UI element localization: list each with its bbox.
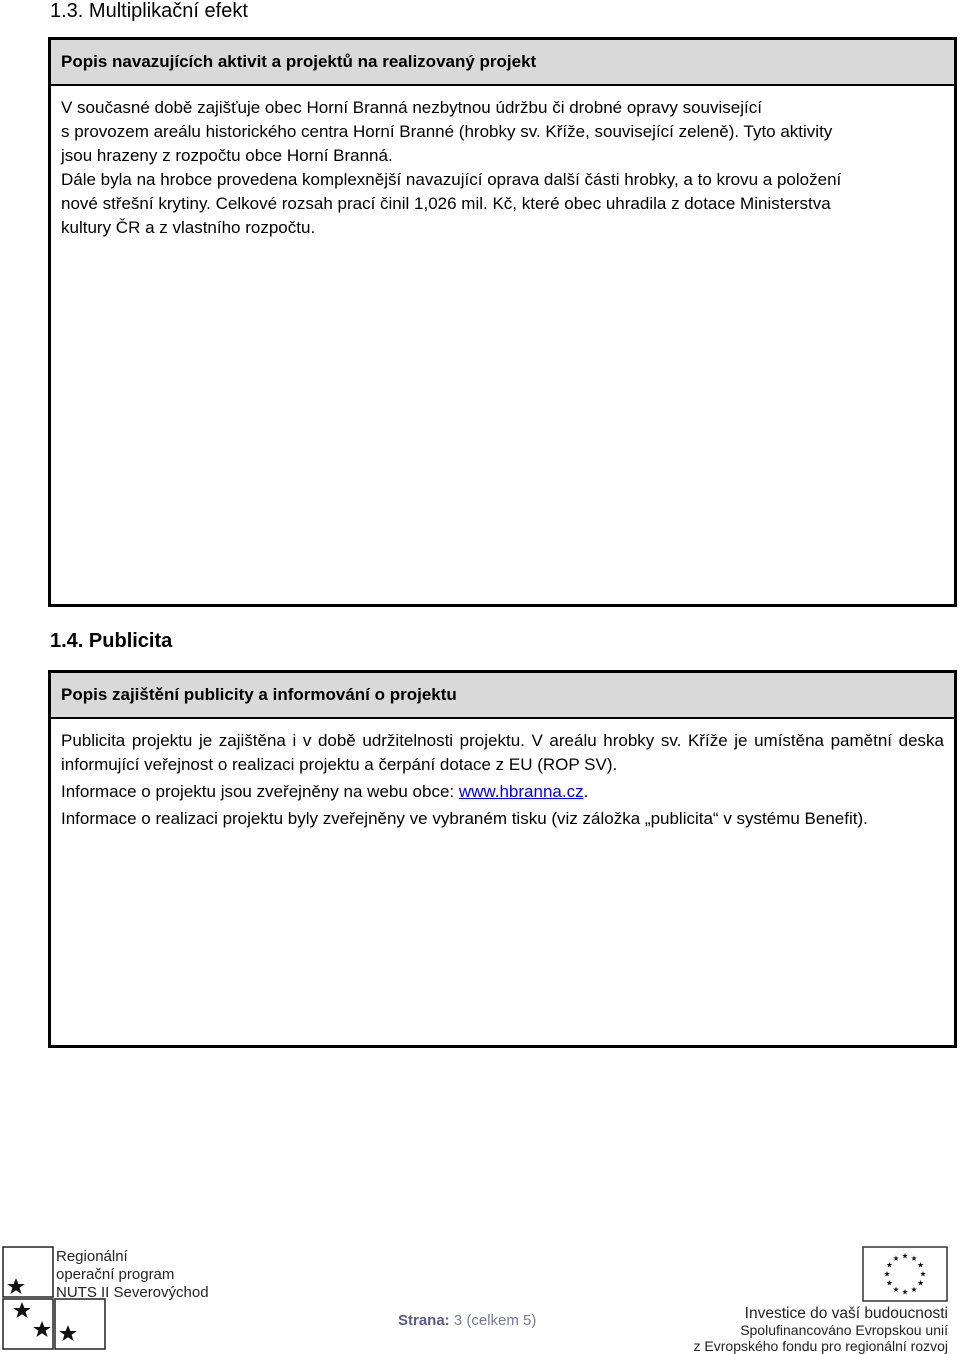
text-line: jsou hrazeny z rozpočtu obce Horní Branná. xyxy=(61,146,393,165)
section-heading-multiplikacni-efekt: 1.3. Multiplikační efekt xyxy=(50,0,248,22)
page-number xyxy=(398,1312,536,1329)
rop-line: operační program xyxy=(56,1266,175,1283)
rop-line: NUTS II Severovýchod xyxy=(56,1284,209,1301)
box-title: Popis navazujících aktivit a projektů na realizovaný projekt xyxy=(51,40,954,86)
text-line: V současné době zajišťuje obec Horní Branná nezbytnou údržbu či drobné opravy související xyxy=(61,98,762,117)
paragraph: Publicita projektu je zajištěna i v době udržitelnosti projektu. V areálu hrobky sv. Kříže je umístěna pamětní deska informující veřejnost o realizaci projektu a čerpání dotace z EU (ROP SV). xyxy=(61,731,944,774)
eu-text xyxy=(694,1306,948,1354)
text-line: nové střešní krytiny. Celkové rozsah prací činil 1,026 mil. Kč, které obec uhradila z dotace Ministerstva xyxy=(61,194,831,213)
text-line: Dále byla na hrobce provedena komplexnější navazující oprava další části hrobky, a to krovu a položení xyxy=(61,170,842,189)
page-label: Strana: xyxy=(398,1312,450,1329)
eu-line: Spolufinancováno Evropskou unií xyxy=(740,1322,948,1338)
rop-logo-text xyxy=(56,1248,209,1302)
text-line: s provozem areálu historického centra Horní Branné (hrobky sv. Kříže, související zeleně). Tyto aktivity xyxy=(61,122,833,141)
section-heading-publicita: 1.4. Publicita xyxy=(50,630,173,652)
page-value: 3 (celkem 5) xyxy=(453,1312,537,1329)
website-link[interactable]: www.hbranna.cz xyxy=(458,782,584,801)
box-content xyxy=(51,86,954,240)
eu-flag-icon xyxy=(862,1246,948,1302)
text-line: kultury ČR a z vlastního rozpočtu. xyxy=(61,218,316,237)
paragraph-text: Informace o projektu jsou zveřejněny na webu obce: xyxy=(61,782,459,801)
paragraph: Informace o realizaci projektu byly zveřejněny ve vybraném tisku (viz záložka „publicita“ v systému Benefit). xyxy=(61,809,868,828)
paragraph xyxy=(61,780,944,804)
rop-logo xyxy=(0,1244,220,1354)
paragraph-text: . xyxy=(583,782,589,801)
box-content xyxy=(51,719,954,831)
rop-line: Regionální xyxy=(56,1248,128,1265)
multiplikacni-efekt-box xyxy=(48,37,957,607)
box-title: Popis zajištění publicity a informování o projektu xyxy=(51,673,954,719)
publicita-box xyxy=(48,670,957,1048)
eu-line: Investice do vaší budoucnosti xyxy=(744,1305,948,1322)
eu-line: z Evropského fondu pro regionální rozvoj xyxy=(693,1338,948,1354)
